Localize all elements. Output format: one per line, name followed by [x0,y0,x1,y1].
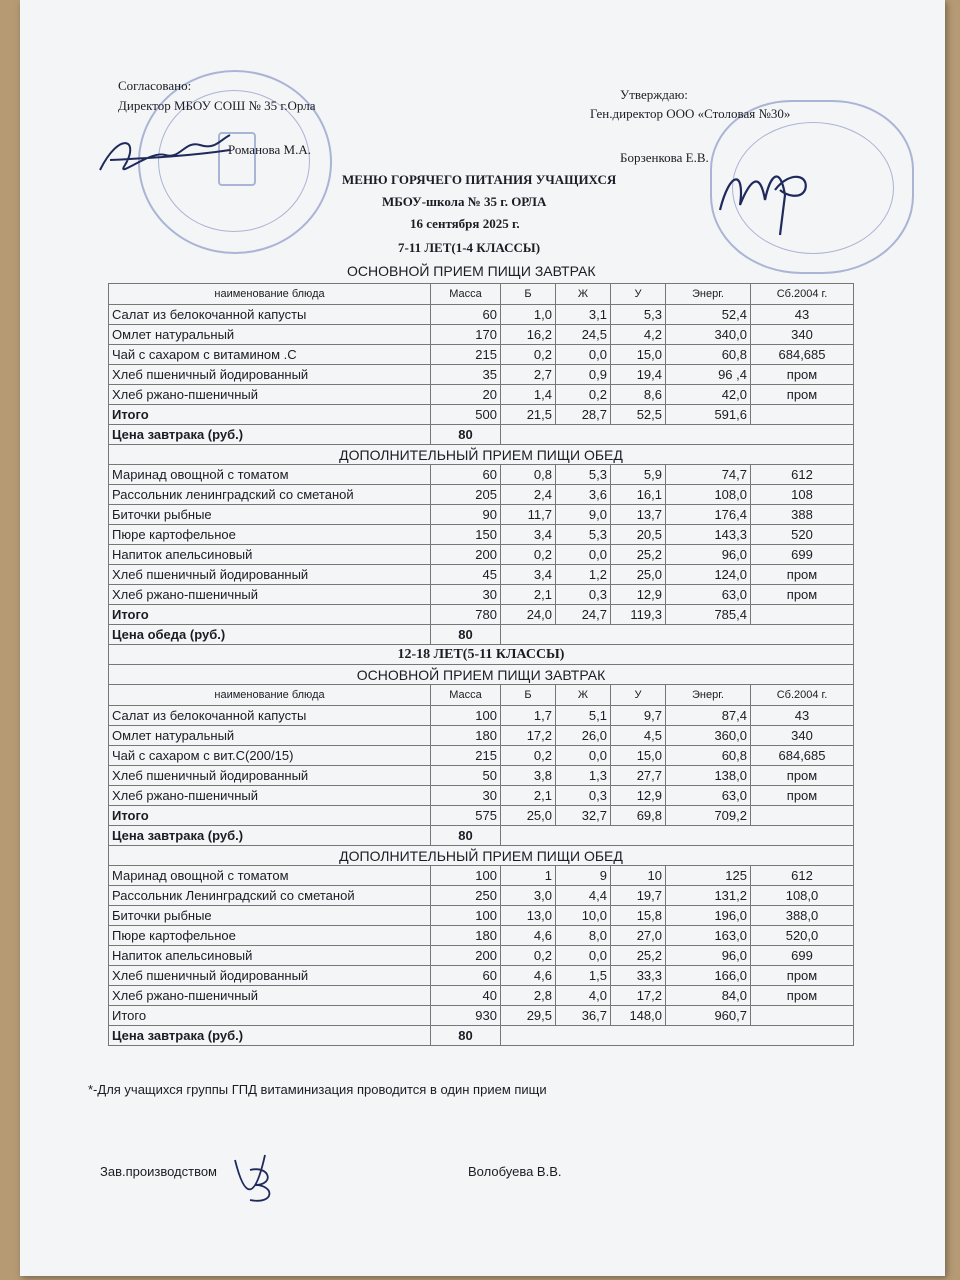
table-cell: 90 [431,505,501,525]
dish-name: Хлеб пшеничный йодированный [109,365,431,385]
table-cell: пром [751,966,854,986]
dish-name: Пюре картофельное [109,926,431,946]
table-cell: 3,4 [501,525,556,545]
table-cell: 28,7 [556,405,611,425]
table-cell: пром [751,565,854,585]
table-cell: пром [751,766,854,786]
table-cell: 0,9 [556,365,611,385]
table-cell: 20,5 [611,525,666,545]
table-cell: 340,0 [666,325,751,345]
table-cell: 16,1 [611,485,666,505]
table-cell: 0,3 [556,585,611,605]
table-cell: 108,0 [751,886,854,906]
table-cell: 96 ,4 [666,365,751,385]
table-row [109,465,854,485]
table-cell: 108,0 [666,485,751,505]
table-cell: 25,0 [501,806,556,826]
dish-name: Салат из белокочанной капусты [109,706,431,726]
table-cell [501,1026,854,1046]
table-cell: 1,0 [501,305,556,325]
dish-name: Хлеб ржано-пшеничный [109,986,431,1006]
table-cell: 60 [431,966,501,986]
section-title-row [109,846,854,866]
agreed-name: Романова М.А. [228,142,311,157]
table-cell: 25,2 [611,946,666,966]
table-cell: 21,5 [501,405,556,425]
table-cell: 4,5 [611,726,666,746]
table-row [109,766,854,786]
table-cell: 60 [431,465,501,485]
table-cell: 180 [431,726,501,746]
table-row [109,325,854,345]
approve-position: Ген.директор ООО «Столовая №30» [590,106,791,121]
table-cell: 200 [431,545,501,565]
table-cell: 108 [751,485,854,505]
table-cell: 520,0 [751,926,854,946]
price-value: 80 [431,826,501,846]
price-row [109,425,854,445]
table-cell: 74,7 [666,465,751,485]
table-cell: 2,1 [501,786,556,806]
table-row [109,926,854,946]
section-title-row [109,445,854,465]
table-cell: 30 [431,786,501,806]
table-cell: 36,7 [556,1006,611,1026]
total-label: Итого [109,405,431,425]
dish-name: Рассольник Ленинградский со сметаной [109,886,431,906]
approve-label: Утверждаю: [620,87,688,102]
col-mass: Масса [431,685,501,706]
table-cell: 0,2 [501,746,556,766]
table-cell: 10,0 [556,906,611,926]
table-cell: 12,9 [611,786,666,806]
table-cell: 63,0 [666,585,751,605]
table-cell: 15,8 [611,906,666,926]
col-energy: Энерг. [666,685,751,706]
table-cell: 138,0 [666,766,751,786]
table-cell: 15,0 [611,746,666,766]
dish-name: Хлеб ржано-пшеничный [109,786,431,806]
approve-name: Борзенкова Е.В. [620,150,709,165]
table-cell: 960,7 [666,1006,751,1026]
group2-lunch-title: ДОПОЛНИТЕЛЬНЫЙ ПРИЕМ ПИЩИ ОБЕД [109,846,854,866]
table-row [109,966,854,986]
table-cell [751,1006,854,1026]
price-label: Цена завтрака (руб.) [109,826,431,846]
table-cell: 100 [431,906,501,926]
table-cell: 9,0 [556,505,611,525]
table-cell: 32,7 [556,806,611,826]
table-cell: 180 [431,926,501,946]
dish-name: Хлеб пшеничный йодированный [109,966,431,986]
section-title-row [109,665,854,685]
table-cell: 1,4 [501,385,556,405]
table-cell: 0,2 [556,385,611,405]
table-cell: 84,0 [666,986,751,1006]
price-row [109,826,854,846]
table-cell: 3,8 [501,766,556,786]
table-row [109,906,854,926]
col-name: наименование блюда [109,685,431,706]
table-cell: 709,2 [666,806,751,826]
table-row [109,485,854,505]
table-cell: 684,685 [751,345,854,365]
table-cell: 4,6 [501,966,556,986]
table-cell: 12,9 [611,585,666,605]
table-cell: 388 [751,505,854,525]
table-cell: 8,6 [611,385,666,405]
table-cell: 52,4 [666,305,751,325]
table-cell: 3,6 [556,485,611,505]
table-cell: 1,2 [556,565,611,585]
table-cell: 60 [431,305,501,325]
dish-name: Биточки рыбные [109,505,431,525]
table-cell: 13,0 [501,906,556,926]
price-label: Цена обеда (руб.) [109,625,431,645]
table-row [109,886,854,906]
table-cell: 5,3 [611,305,666,325]
agreed-position: Директор МБОУ СОШ № 35 г.Орла [118,98,316,113]
table-cell: 25,0 [611,565,666,585]
table-cell [751,806,854,826]
table-row-total [109,405,854,425]
table-cell: 2,8 [501,986,556,1006]
table-cell: 20 [431,385,501,405]
table-cell: 1,3 [556,766,611,786]
group1-age: 7-11 ЛЕТ(1-4 КЛАССЫ) [398,240,541,255]
table-cell: 699 [751,946,854,966]
table-row-total [109,605,854,625]
table-cell: 87,4 [666,706,751,726]
table-cell: 63,0 [666,786,751,806]
table-cell: 0,2 [501,545,556,565]
group1-breakfast-title: ОСНОВНОЙ ПРИЕМ ПИЩИ ЗАВТРАК [347,263,596,279]
table-row-total [109,1006,854,1026]
table-cell: 1 [501,866,556,886]
table-cell: 4,4 [556,886,611,906]
dish-name: Салат из белокочанной капусты [109,305,431,325]
table-cell: 24,5 [556,325,611,345]
table-cell: 250 [431,886,501,906]
table-cell: 166,0 [666,966,751,986]
dish-name: Чай с сахаром с вит.С(200/15) [109,746,431,766]
price-label: Цена завтрака (руб.) [109,1026,431,1046]
table-cell: 24,7 [556,605,611,625]
table-cell: 176,4 [666,505,751,525]
dish-name: Хлеб пшеничный йодированный [109,565,431,585]
total-label: Итого [109,605,431,625]
table-cell: пром [751,365,854,385]
dish-name: Напиток апельсиновый [109,545,431,565]
dish-name: Рассольник ленинградский со сметаной [109,485,431,505]
table-cell [751,605,854,625]
table-cell: 119,3 [611,605,666,625]
table-cell: 143,3 [666,525,751,545]
dish-name: Маринад овощной с томатом [109,866,431,886]
table-cell: пром [751,585,854,605]
table-row-total [109,806,854,826]
dish-name: Биточки рыбные [109,906,431,926]
table-cell: 205 [431,485,501,505]
dish-name: Хлеб пшеничный йодированный [109,766,431,786]
total-label: Итого [109,806,431,826]
table-cell: 0,0 [556,746,611,766]
price-row [109,625,854,645]
table-cell: 3,4 [501,565,556,585]
table-cell: 45 [431,565,501,585]
table-cell: 96,0 [666,946,751,966]
table-row [109,545,854,565]
table-row [109,746,854,766]
menu-sheet [20,0,945,1276]
table-cell: 388,0 [751,906,854,926]
dish-name: Чай с сахаром с витамином .С [109,345,431,365]
dish-name: Хлеб ржано-пшеничный [109,385,431,405]
table-row [109,866,854,886]
table-cell: 124,0 [666,565,751,585]
col-protein: Б [501,284,556,305]
table-cell: 27,0 [611,926,666,946]
table-cell: 591,6 [666,405,751,425]
table-cell: 215 [431,345,501,365]
col-recipe: Сб.2004 г. [751,284,854,305]
table-cell: 1,7 [501,706,556,726]
table-cell: 0,0 [556,545,611,565]
table-cell: 3,0 [501,886,556,906]
table-cell: 35 [431,365,501,385]
menu-date: 16 сентября 2025 г. [410,216,520,231]
table-cell: 50 [431,766,501,786]
table-cell: 9,7 [611,706,666,726]
table-header [109,284,854,305]
col-mass: Масса [431,284,501,305]
table-cell: 500 [431,405,501,425]
table-cell: 520 [751,525,854,545]
table-cell: 2,7 [501,365,556,385]
group2-breakfast-title: ОСНОВНОЙ ПРИЕМ ПИЩИ ЗАВТРАК [109,665,854,685]
table-cell: 684,685 [751,746,854,766]
table-cell: 4,6 [501,926,556,946]
table-row [109,585,854,605]
table-cell: 26,0 [556,726,611,746]
price-label: Цена завтрака (руб.) [109,425,431,445]
table-cell: 100 [431,706,501,726]
table-cell: 0,2 [501,946,556,966]
table-cell: 215 [431,746,501,766]
col-carbs: У [611,284,666,305]
table-cell: 19,4 [611,365,666,385]
table-cell: пром [751,786,854,806]
table-cell: 17,2 [501,726,556,746]
director-general-signature [710,150,820,240]
table-cell: 11,7 [501,505,556,525]
dish-name: Омлет натуральный [109,325,431,345]
group2-age: 12-18 ЛЕТ(5-11 КЛАССЫ) [109,645,854,665]
group1-lunch-title: ДОПОЛНИТЕЛЬНЫЙ ПРИЕМ ПИЩИ ОБЕД [109,445,854,465]
group1-breakfast-table [108,283,854,1046]
table-cell: пром [751,986,854,1006]
table-cell [751,405,854,425]
table-cell: 2,4 [501,485,556,505]
menu-title: МЕНЮ ГОРЯЧЕГО ПИТАНИЯ УЧАЩИХСЯ [342,172,617,187]
table-cell: 30 [431,585,501,605]
table-cell: 170 [431,325,501,345]
table-cell: 0,3 [556,786,611,806]
table-cell: 16,2 [501,325,556,345]
footnote: *-Для учащихся группы ГПД витаминизация проводится в один прием пищи [88,1082,547,1097]
table-cell: 42,0 [666,385,751,405]
price-row [109,1026,854,1046]
table-cell: 163,0 [666,926,751,946]
table-row [109,946,854,966]
table-cell: 43 [751,706,854,726]
age-row [109,645,854,665]
table-cell: 340 [751,726,854,746]
col-recipe: Сб.2004 г. [751,685,854,706]
table-cell: 148,0 [611,1006,666,1026]
col-fat: Ж [556,685,611,706]
table-cell: 4,2 [611,325,666,345]
table-cell: 8,0 [556,926,611,946]
table-cell: пром [751,385,854,405]
table-cell: 699 [751,545,854,565]
table-cell: 43 [751,305,854,325]
table-cell: 27,7 [611,766,666,786]
table-cell: 24,0 [501,605,556,625]
price-value: 80 [431,625,501,645]
table-cell: 33,3 [611,966,666,986]
price-value: 80 [431,1026,501,1046]
table-cell: 340 [751,325,854,345]
table-row [109,726,854,746]
col-protein: Б [501,685,556,706]
table-cell: 15,0 [611,345,666,365]
total-label: Итого [109,1006,431,1026]
dish-name: Пюре картофельное [109,525,431,545]
table-cell: 69,8 [611,806,666,826]
table-cell: 5,1 [556,706,611,726]
table-cell: 125 [666,866,751,886]
price-value: 80 [431,425,501,445]
table-row [109,345,854,365]
table-cell: 52,5 [611,405,666,425]
table-row [109,385,854,405]
table-cell: 60,8 [666,345,751,365]
table-cell [501,425,854,445]
director-signature [90,120,240,190]
table-cell: 5,9 [611,465,666,485]
table-row [109,365,854,385]
table-cell: 360,0 [666,726,751,746]
dish-name: Хлеб ржано-пшеничный [109,585,431,605]
table-row [109,305,854,325]
table-cell: 150 [431,525,501,545]
production-manager-signature [225,1140,285,1210]
table-cell: 96,0 [666,545,751,565]
table-cell: 3,1 [556,305,611,325]
table-cell: 0,0 [556,345,611,365]
table-cell: 0,2 [501,345,556,365]
table-cell: 575 [431,806,501,826]
dish-name: Омлет натуральный [109,726,431,746]
table-cell: 0,8 [501,465,556,485]
col-energy: Энерг. [666,284,751,305]
table-cell: 0,0 [556,946,611,966]
col-fat: Ж [556,284,611,305]
school-name: МБОУ-школа № 35 г. ОРЛА [382,194,547,209]
table-cell: 2,1 [501,585,556,605]
table-cell: 9 [556,866,611,886]
table-cell: 196,0 [666,906,751,926]
table-cell: 5,3 [556,525,611,545]
table-cell: 29,5 [501,1006,556,1026]
table-cell: 930 [431,1006,501,1026]
table-cell [501,625,854,645]
table-cell [501,826,854,846]
dish-name: Маринад овощной с томатом [109,465,431,485]
table-cell: 100 [431,866,501,886]
table-row [109,786,854,806]
table-cell: 612 [751,866,854,886]
footer-name: Волобуева В.В. [468,1164,562,1179]
table-cell: 612 [751,465,854,485]
table-row [109,706,854,726]
table-row [109,505,854,525]
table-cell: 13,7 [611,505,666,525]
table-row [109,525,854,545]
table-cell: 10 [611,866,666,886]
col-name: наименование блюда [109,284,431,305]
table-cell: 131,2 [666,886,751,906]
table-cell: 200 [431,946,501,966]
table-cell: 4,0 [556,986,611,1006]
table-cell: 60,8 [666,746,751,766]
dish-name: Напиток апельсиновый [109,946,431,966]
table-cell: 1,5 [556,966,611,986]
table-cell: 25,2 [611,545,666,565]
table-row [109,986,854,1006]
table-cell: 5,3 [556,465,611,485]
table-cell: 17,2 [611,986,666,1006]
col-carbs: У [611,685,666,706]
table-header [109,685,854,706]
table-cell: 780 [431,605,501,625]
agreed-label: Согласовано: [118,78,192,93]
table-row [109,565,854,585]
table-cell: 19,7 [611,886,666,906]
footer-position: Зав.производством [100,1164,217,1179]
table-cell: 785,4 [666,605,751,625]
table-cell: 40 [431,986,501,1006]
